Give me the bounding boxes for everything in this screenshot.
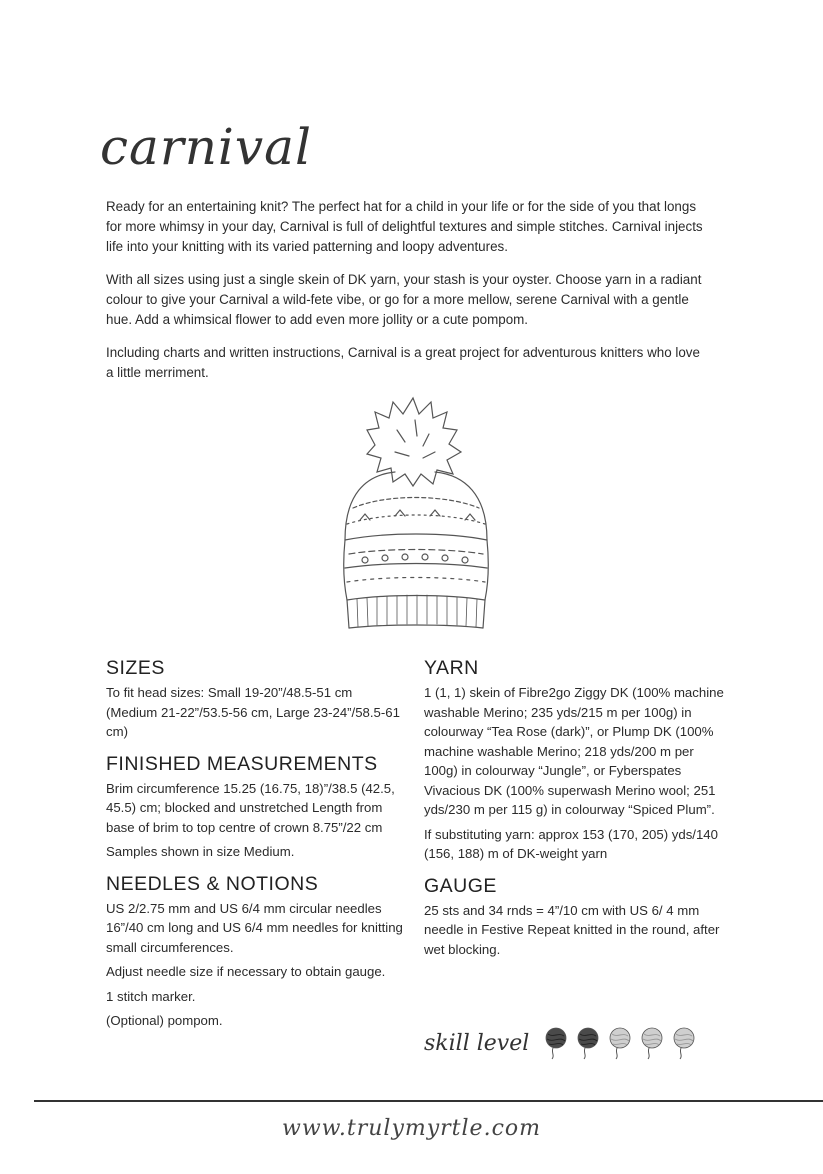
intro-paragraph: Including charts and written instructions, Carnival is a great project for adventurous knitters who love a little merriment. [106,345,700,380]
yarn-ball-empty-icon [671,1026,697,1060]
finished-measurements-text: Brim circumference 15.25 (16.75, 18)”/38.5 (42.5, 45.5) cm; blocked and unstretched Length from base of brim to top centre of crown 8.75”/22 cm [106,780,395,835]
pompom-note: (Optional) pompom. [106,1013,223,1028]
left-column [106,655,406,1036]
yarn-heading: YARN [424,657,479,679]
right-column [424,655,724,964]
skill-level-rating [543,1026,703,1060]
yarn-ball-filled-icon [543,1026,569,1060]
skill-level [424,1026,703,1060]
needles-notions-heading: NEEDLES & NOTIONS [106,872,319,895]
yarn-text: 1 (1, 1) skein of Fibre2go Ziggy DK (100% machine washable Merino; 235 yds/215 m per 100g) in colourway “Tea Rose (dark)”, or Plump DK (100% machine washable Merino; 218 yds/200 m per 100g) in colourway “Jungle”, or Fyberspates Vivacious DK (100% superwash Merino wool; 251 yds/230 m per 115 g) in colourway “Spiced Plum”. [424,685,724,817]
intro-text [106,197,706,396]
yarn-ball-empty-icon [607,1026,633,1060]
sizes-text: To fit head sizes: Small 19-20”/48.5-51 cm (Medium 21-22”/53.5-56 cm, Large 23-24”/58.5-61 cm) [106,685,400,739]
intro-paragraph: Ready for an entertaining knit? The perfect hat for a child in your life or for the side of you that longs for more whimsy in your day, Carnival is full of delightful textures and simple stitches. Carnival injects life into your knitting with its varied patterning and loopy adventures. [106,199,703,254]
stitch-marker-note: 1 stitch marker. [106,988,196,1004]
yarn-ball-empty-icon [639,1026,665,1060]
needles-text: US 2/2.75 mm and US 6/4 mm circular needles 16”/40 cm long and US 6/4 mm needles for knitting small circumferences. [106,900,403,955]
gauge-adjust-note: Adjust needle size if necessary to obtain gauge. [106,964,386,979]
yarn-ball-filled-icon [575,1026,601,1060]
gauge-text: 25 sts and 34 rnds = 4”/10 cm with US 6/ 4 mm needle in Festive Repeat knitted in the round, after wet blocking. [424,902,720,957]
sizes-heading: SIZES [106,657,165,679]
finished-measurements-heading: FINISHED MEASUREMENTS [106,752,378,775]
skill-level-label: skill level [424,1030,530,1056]
yarn-substitute-text: If substituting yarn: approx 153 (170, 205) yds/140 (156, 188) m of DK-weight yarn [424,826,718,861]
hat-illustration [305,390,525,635]
pattern-title: carnival [100,118,312,176]
sample-size-note: Samples shown in size Medium. [106,844,295,859]
gauge-heading: GAUGE [424,874,497,897]
website-footer: www.trulymyrtle.com [282,1116,541,1141]
footer-divider [34,1100,823,1102]
intro-paragraph: With all sizes using just a single skein of DK yarn, your stash is your oyster. Choose yarn in a radiant colour to give your Carnival a wild-fete vibe, or go for a more mellow, serene Carnival with a gentle hue. Add a whimsical flower to add even more jollity or a cute pompom. [106,272,702,327]
